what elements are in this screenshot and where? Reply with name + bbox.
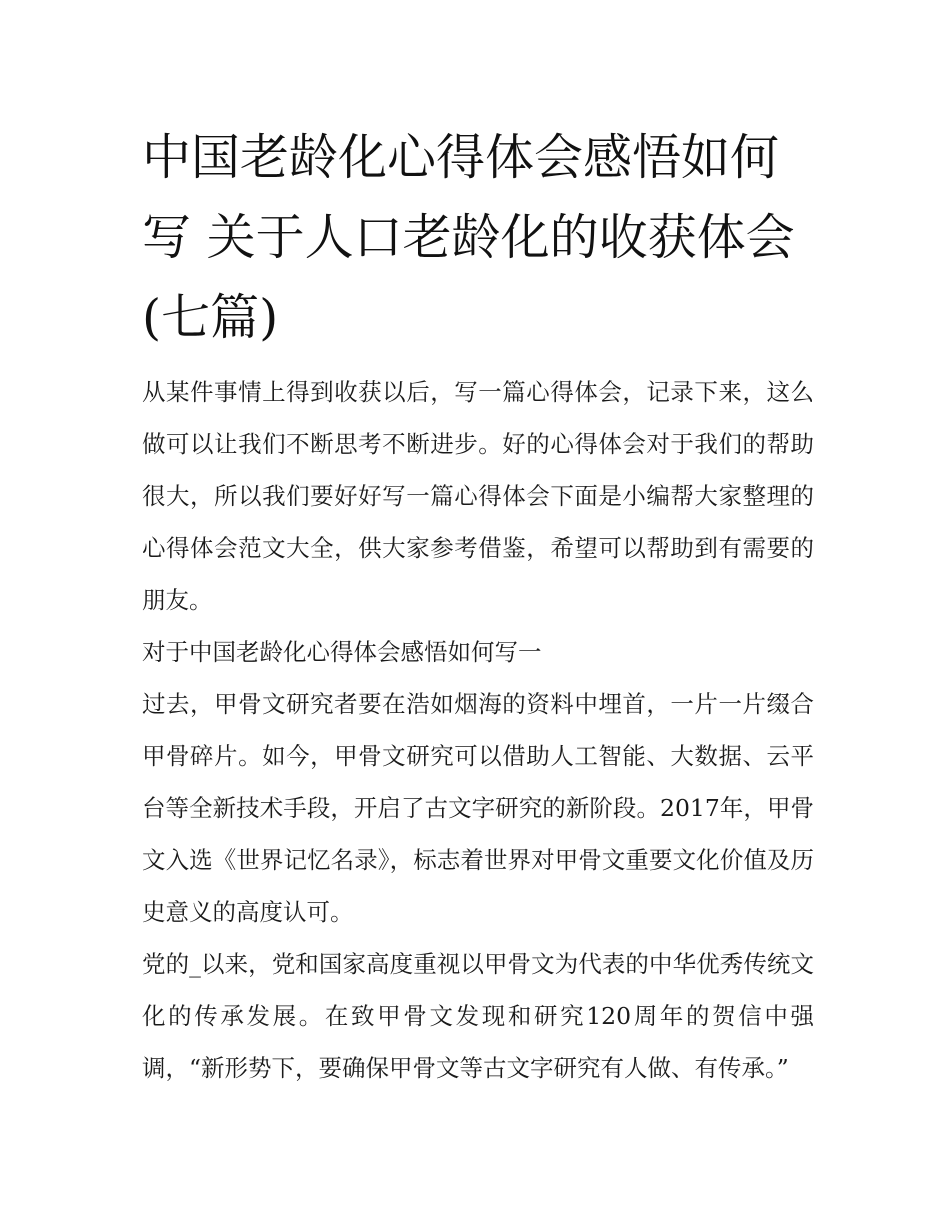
document-body	[142, 366, 814, 1094]
intro-paragraph: 从某件事情上得到收获以后，写一篇心得体会，记录下来，这么做可以让我们不断思考不断进步。好的心得体会对于我们的帮助很大，所以我们要好好写一篇心得体会下面是小编帮大家整理的心得体会范文大全，供大家参考借鉴，希望可以帮助到有需要的朋友。	[142, 378, 814, 614]
document-page	[142, 118, 814, 1094]
section-heading: 对于中国老龄化心得体会感悟如何写一	[142, 638, 542, 666]
body-paragraph-2: 党的_以来，党和国家高度重视以甲骨文为代表的中华优秀传统文化的传承发展。在致甲骨文发现和研究120周年的贺信中强调，“新形势下，要确保甲骨文等古文字研究有人做、有传承。”	[142, 950, 814, 1082]
body-paragraph-1: 过去，甲骨文研究者要在浩如烟海的资料中埋首，一片一片缀合甲骨碎片。如今，甲骨文研究可以借助人工智能、大数据、云平台等全新技术手段，开启了古文字研究的新阶段。2017年，甲骨文入选《世界记忆名录》，标志着世界对甲骨文重要文化价值及历史意义的高度认可。	[142, 690, 814, 926]
document-title: 中国老龄化心得体会感悟如何写 关于人口老龄化的收获体会(七篇)	[142, 129, 795, 346]
